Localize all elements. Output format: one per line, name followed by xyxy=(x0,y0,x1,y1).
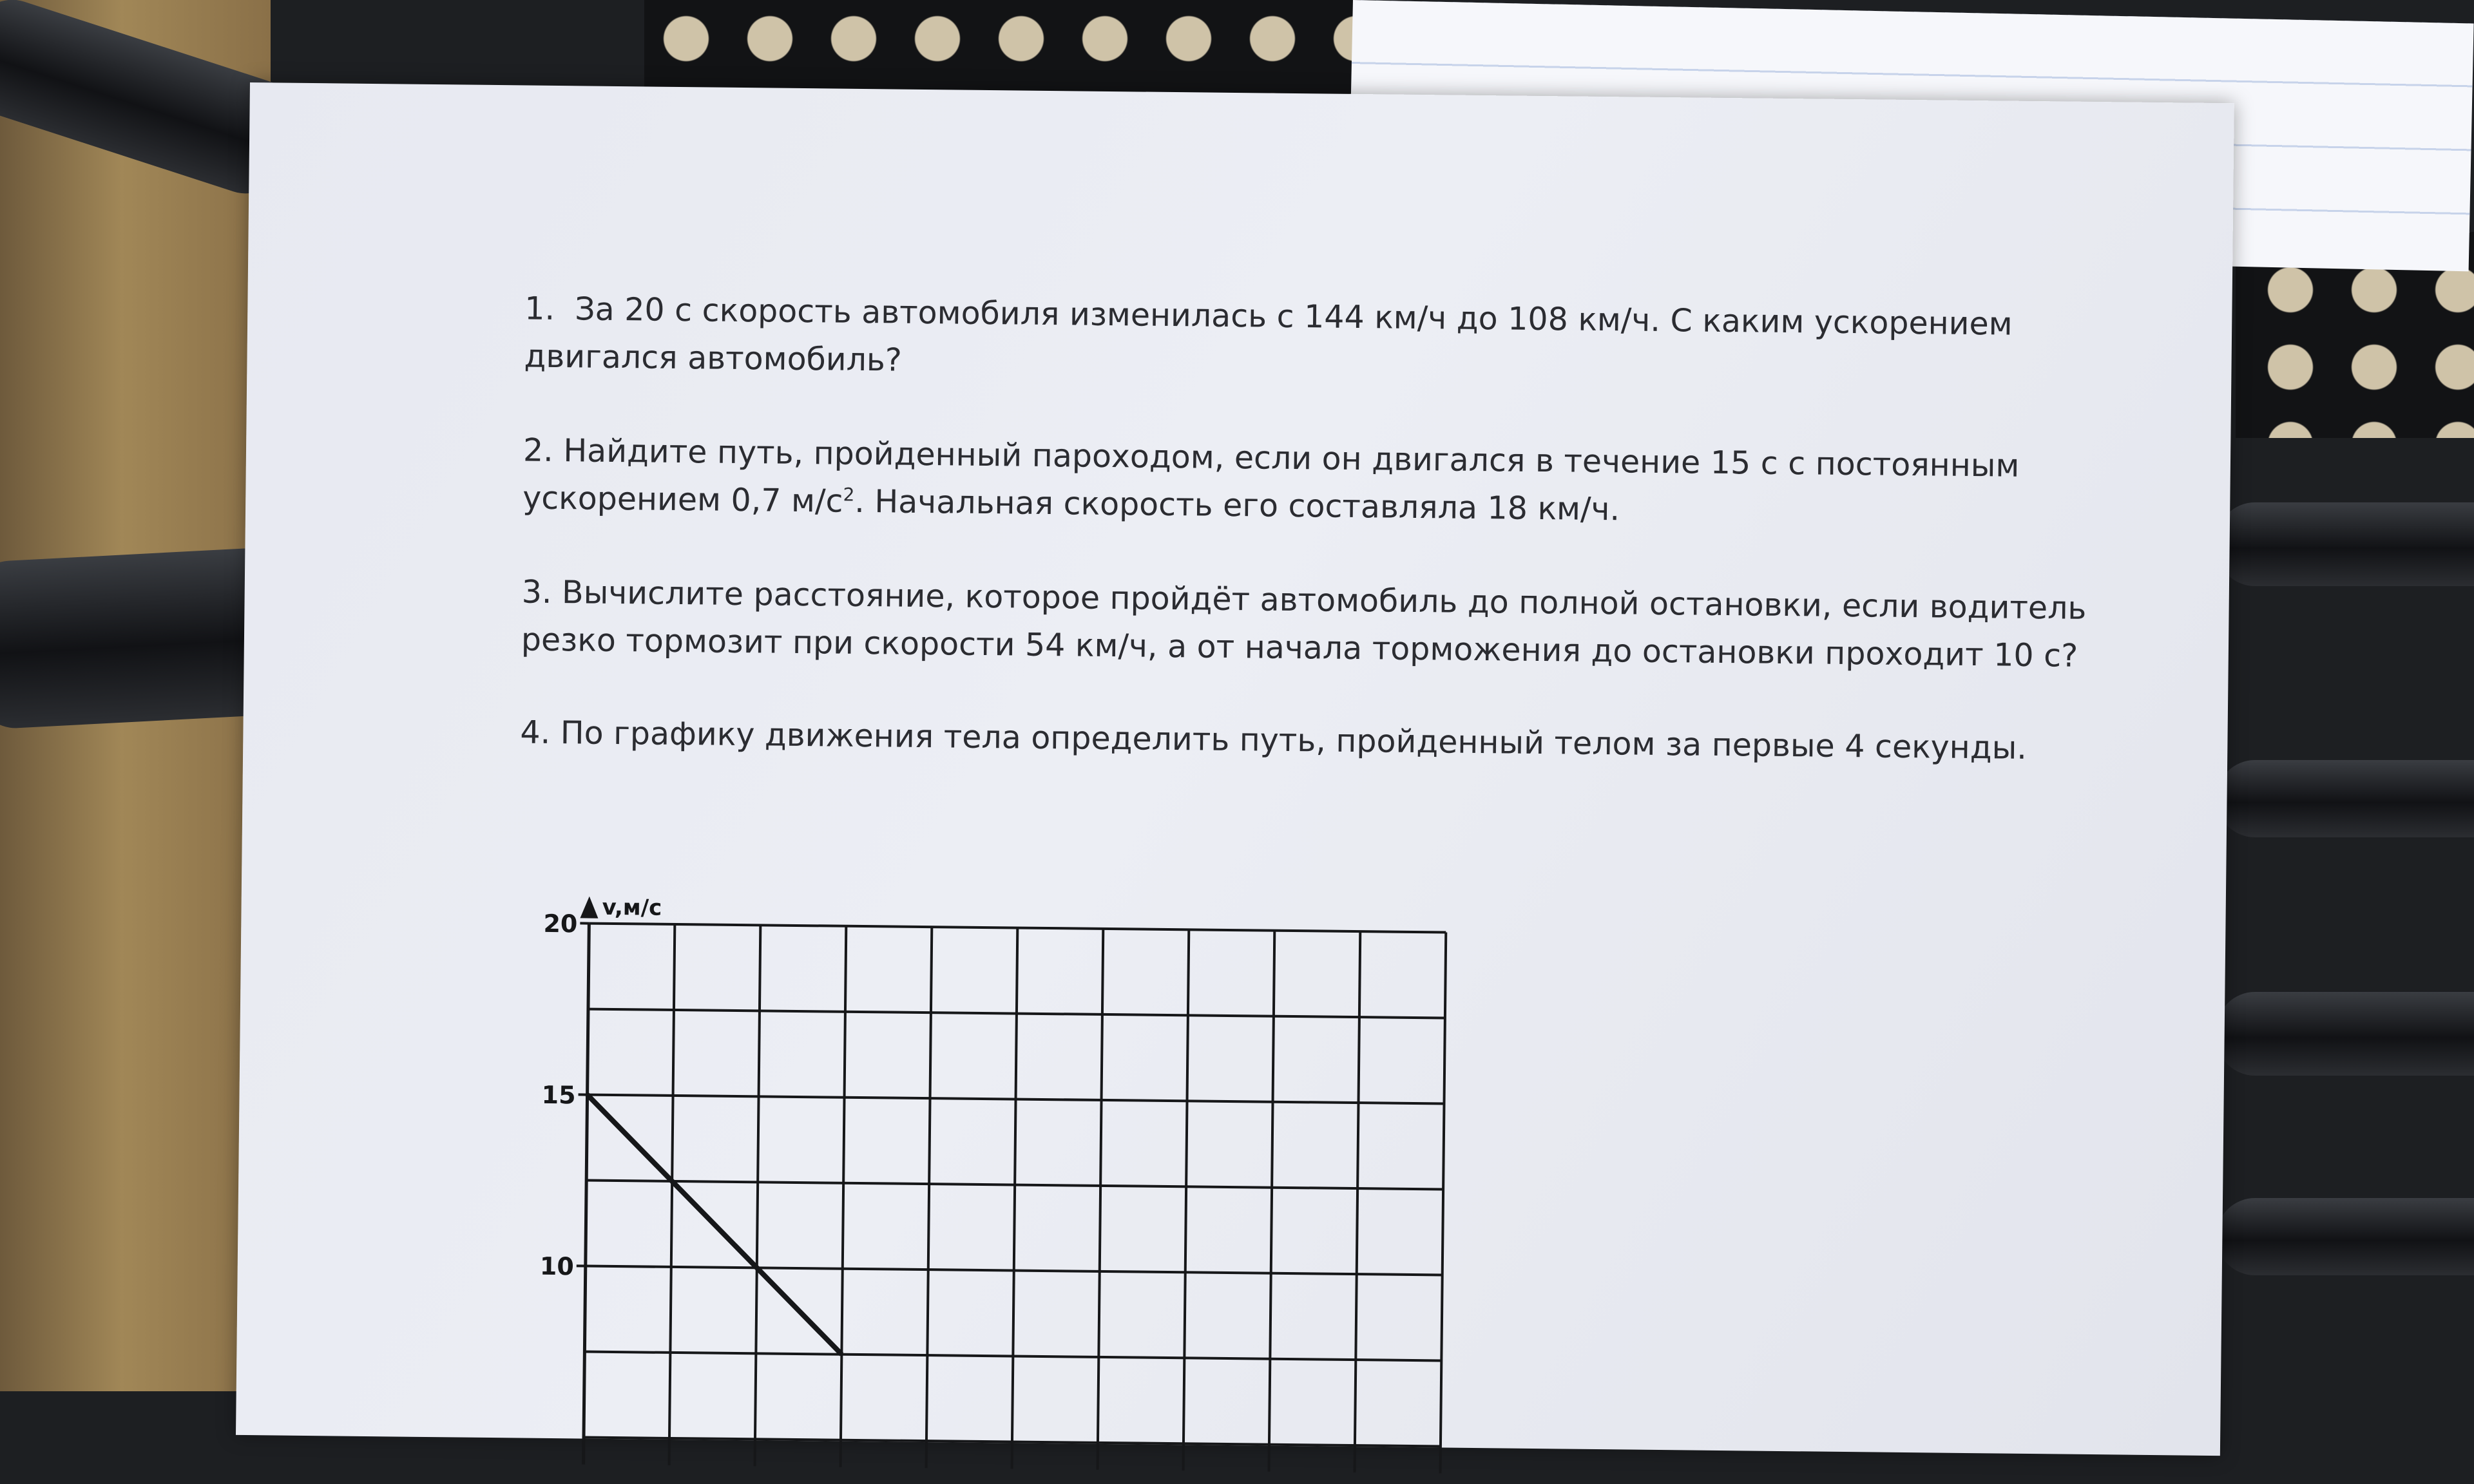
worksheet xyxy=(236,82,2234,1456)
chair-bar xyxy=(2216,760,2474,837)
grid-line-vertical xyxy=(1269,931,1275,1472)
chair-bar xyxy=(2216,992,2474,1076)
grid-line-vertical xyxy=(1184,929,1189,1470)
y-axis-arrow xyxy=(580,896,598,918)
grid-line-vertical xyxy=(1012,928,1018,1469)
grid-line-vertical xyxy=(669,924,675,1465)
task-text: Вычислите расстояние, которое пройдёт автомобиль до полной остановки, если водитель xyxy=(562,574,2087,627)
task-2 xyxy=(523,426,2211,539)
task-4-line-1 xyxy=(520,709,2209,774)
y-axis-label: v,м/с xyxy=(602,895,662,921)
task-1 xyxy=(524,285,2212,397)
y-tick-label: 10 xyxy=(540,1252,574,1281)
task-3-line-2: резко тормозит при скорости 54 км/ч, а от начала торможения до остановки проходит 10 с? xyxy=(521,616,2210,681)
grid-line-vertical xyxy=(926,927,932,1468)
metal-mesh-top xyxy=(644,0,1366,97)
velocity-graph-svg xyxy=(532,884,1762,1477)
grid-line-vertical xyxy=(1098,929,1104,1470)
y-tick-label: 20 xyxy=(543,909,577,938)
task-text: . Начальная скорость его составляла 18 км/ч. xyxy=(854,483,1620,528)
task-number: 3. xyxy=(521,573,551,610)
superscript: 2 xyxy=(843,484,854,505)
task-text: За 20 с скорость автомобиля изменилась с 144 км/ч до 108 км/ч. С каким ускорением xyxy=(575,290,2013,342)
velocity-time-graph xyxy=(532,884,1762,1477)
task-number: 2. xyxy=(523,432,553,468)
task-4 xyxy=(520,709,2209,774)
task-1-line-2: двигался автомобиль? xyxy=(524,332,2212,397)
task-3 xyxy=(521,568,2210,681)
grid-line-vertical xyxy=(1440,933,1446,1474)
grid-line-vertical xyxy=(841,926,847,1467)
task-text: По графику движения тела определить путь, пройденный телом за первые 4 секунды. xyxy=(560,714,2027,766)
chair-bar xyxy=(2216,1198,2474,1275)
grid-line-vertical xyxy=(1354,931,1360,1472)
y-tick-label: 15 xyxy=(541,1081,575,1110)
grid-line-vertical xyxy=(755,925,761,1466)
chair-bar xyxy=(2216,502,2474,586)
task-text: Найдите путь, пройденный пароходом, если он двигался в течение 15 с с постоянным xyxy=(563,432,2020,484)
y-axis-line xyxy=(584,924,590,1465)
task-text: ускорением 0,7 м/с xyxy=(523,479,843,519)
velocity-line xyxy=(584,1095,844,1355)
task-number: 4. xyxy=(520,714,550,750)
task-number: 1. xyxy=(524,290,555,327)
